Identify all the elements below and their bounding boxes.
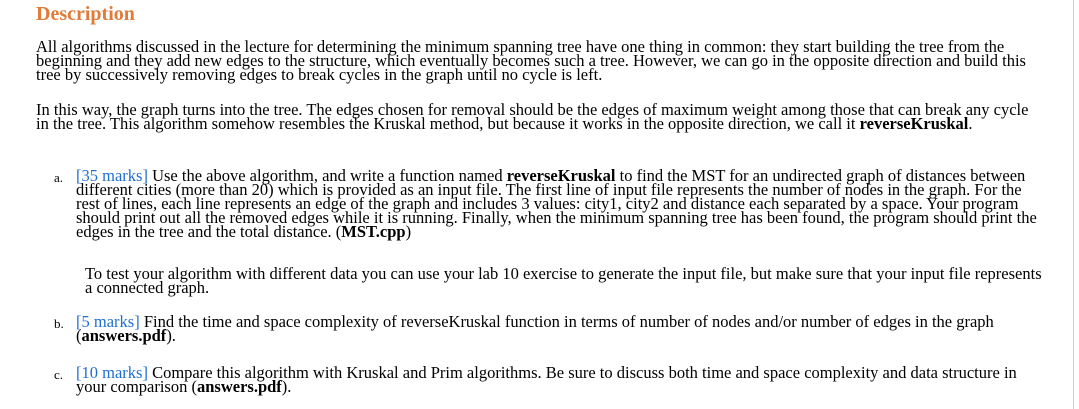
task-body (76, 312, 1039, 345)
task-item-c (54, 363, 1039, 396)
deliverable-file: answers.pdf (196, 377, 282, 396)
task-body (76, 363, 1039, 396)
algorithm-paragraph (36, 100, 1036, 133)
marks-badge: [10 marks] (76, 363, 148, 382)
marks-badge: [35 marks] (76, 166, 148, 185)
algorithm-name: reverseKruskal (859, 114, 969, 133)
deliverable-file: answers.pdf (81, 326, 167, 345)
item-marker: b. (54, 316, 64, 331)
task-item-a (54, 166, 1039, 241)
item-marker: c. (54, 367, 64, 382)
intro-paragraph: All algorithms discussed in the lecture for determining the minimum spanning tree have one thing in common: they start building the tree from the beginning and they add new edges to the structure, which eventually becomes such a tree. However, we can go in the opposite direction and build this tree by successively removing edges to break cycles in the graph until no cycle is left. (36, 37, 1026, 84)
task-text: ) (405, 222, 412, 241)
task-text: Compare this algorithm with Kruskal and Prim algorithms. Be sure to discuss both time and space complexity and data structure in your comparison ( (76, 363, 1017, 396)
function-name: reverseKruskal (506, 166, 616, 185)
item-marker: a. (54, 170, 64, 185)
algorithm-paragraph-text: In this way, the graph turns into the tree. The edges chosen for removal should be the edges of maximum weight among those that can break any cycle in the tree. This algorithm somehow resembles the Kruskal method, but because it works in the opposite direction, we call it (36, 100, 1029, 133)
task-text: ). (281, 377, 292, 396)
task-text: Use the above algorithm, and write a function named (147, 166, 507, 185)
task-body (76, 166, 1039, 241)
task-text: to find the MST for an undirected graph of distances between different cities (more than 20) which is provided as an input file. The first line of input file represents the number of nodes in the graph. For the rest of lines, each line represents an edge of the graph and includes 3 values: city1, city2 and distance each separated by a space. Your program should print out all the removed edges while it is running. Finally, when the minimum spanning tree has been found, the program should print the edges in the tree and the total distance. ( (76, 166, 1037, 241)
test-note: To test your algorithm with different data you can use your lab 10 exercise to generate the input file, but make sure that your input file represents a connected graph. (85, 264, 1042, 297)
algorithm-paragraph-end: . (968, 114, 973, 133)
marks-badge: [5 marks] (76, 312, 140, 331)
task-item-b (54, 312, 1039, 345)
section-title: Description (36, 3, 135, 25)
task-text: Find the time and space complexity of reverseKruskal function in terms of number of nodes and/or number of edges in the graph ( (76, 312, 994, 345)
task-text: ). (166, 326, 176, 345)
deliverable-file: MST.cpp (341, 222, 406, 241)
